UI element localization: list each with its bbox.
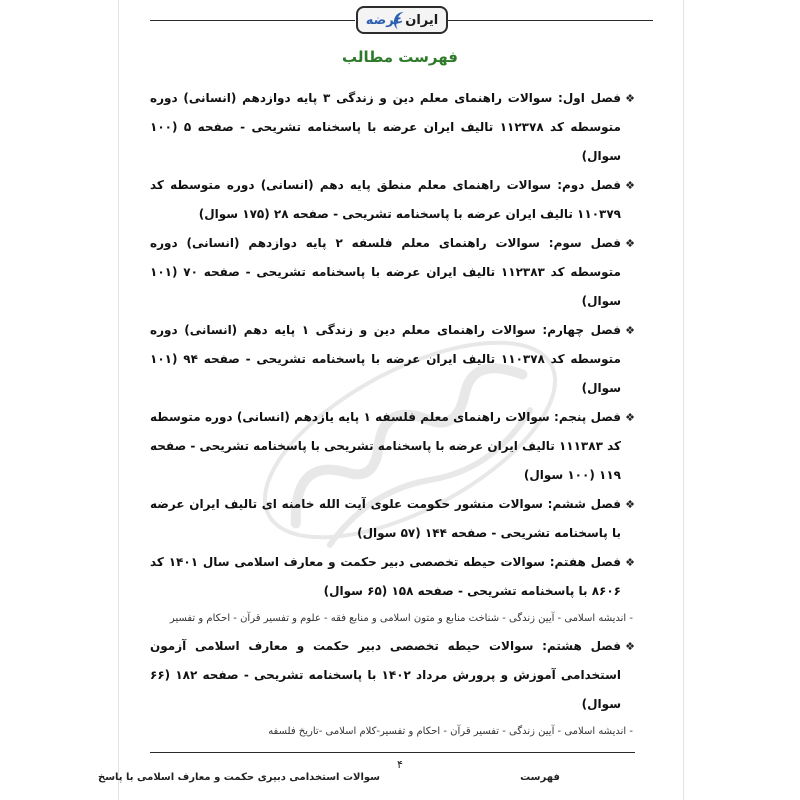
toc-item-text: فصل چهارم: سوالات راهنمای معلم دین و زندگی ۱ پایه دهم (انسانی) دوره متوسطه کد ۱۱۰۳۷۸ تالیف ایران عرضه با پاسخنامه تشریحی - صفحه ۹۴ (۱۰۱ سوال) bbox=[150, 323, 621, 395]
toc-item[interactable] bbox=[150, 229, 635, 316]
toc-list bbox=[150, 84, 635, 745]
toc-title: فهرست مطالب bbox=[342, 48, 458, 66]
toc-item-text: فصل سوم: سوالات راهنمای معلم فلسفه ۲ پایه دوازدهم (انسانی) دوره متوسطه کد ۱۱۲۳۸۳ تالیف ایران عرضه با پاسخنامه تشریحی - صفحه ۷۰ (۱۰۱ سوال) bbox=[150, 236, 622, 308]
page-number: ۴ bbox=[397, 758, 403, 771]
toc-item[interactable] bbox=[150, 84, 635, 171]
iran-arze-logo bbox=[356, 6, 448, 34]
page-margin bbox=[0, 0, 118, 800]
toc-subtopics: - اندیشه اسلامی - آیین زندگی - شناخت منابع و متون اسلامی و منابع فقه - علوم و تفسیر قرآن - احکام و تفسیر bbox=[169, 613, 633, 624]
toc-item[interactable] bbox=[150, 316, 635, 403]
diamond-bullet-icon: ❖ bbox=[625, 411, 635, 424]
header-rule-left bbox=[150, 20, 355, 21]
footer-section-label: فهرست bbox=[520, 772, 560, 783]
toc-item-text: فصل هفتم: سوالات حیطه تخصصی دبیر حکمت و معارف اسلامی سال ۱۴۰۱ کد ۸۶۰۶ با پاسخنامه تشریحی - صفحه ۱۵۸ (۶۵ سوال) bbox=[150, 555, 621, 598]
toc-item[interactable] bbox=[150, 490, 635, 548]
header-rule-right bbox=[448, 20, 653, 21]
diamond-bullet-icon: ❖ bbox=[625, 92, 635, 105]
toc-item-text: فصل ششم: سوالات منشور حکومت علوی آیت الله خامنه ای تالیف ایران عرضه با پاسخنامه تشریحی - صفحه ۱۴۴ (۵۷ سوال) bbox=[150, 497, 621, 540]
toc-item[interactable] bbox=[150, 403, 635, 490]
footer-rule bbox=[150, 752, 635, 753]
diamond-bullet-icon: ❖ bbox=[625, 237, 635, 250]
diamond-bullet-icon: ❖ bbox=[625, 324, 635, 337]
toc-item-text: فصل هشتم: سوالات حیطه تخصصی دبیر حکمت و معارف اسلامی آزمون استخدامی آموزش و پرورش مرداد ۱۴۰۲ با پاسخنامه تشریحی - صفحه ۱۸۲ (۶۶ سوال) bbox=[150, 639, 621, 711]
diamond-bullet-icon: ❖ bbox=[625, 640, 635, 653]
toc-subtopics: - اندیشه اسلامی - آیین زندگی - تفسیر قرآن - احکام و تفسیر-کلام اسلامی -تاریخ فلسفه bbox=[268, 726, 633, 737]
toc-item[interactable] bbox=[150, 171, 635, 229]
logo-accent-text: عرضه bbox=[365, 12, 404, 28]
toc-item[interactable] bbox=[150, 548, 635, 606]
footer-book-title: سوالات استخدامی دبیری حکمت و معارف اسلامی با پاسخ bbox=[97, 772, 380, 783]
diamond-bullet-icon: ❖ bbox=[625, 498, 635, 511]
toc-item-text: فصل پنجم: سوالات راهنمای معلم فلسفه ۱ پایه یازدهم (انسانی) دوره متوسطه کد ۱۱۱۳۸۳ تالیف ایران عرضه با پاسخنامه تشریحی با پاسخنامه تشریحی - صفحه ۱۱۹ (۱۰۰ سوال) bbox=[150, 410, 622, 482]
toc-item-text: فصل اول: سوالات راهنمای معلم دین و زندگی ۳ پایه دوازدهم (انسانی) دوره متوسطه کد ۱۱۲۳۷۸ تالیف ایران عرضه با پاسخنامه تشریحی - صفحه ۵ (۱۰۰ سوال) bbox=[150, 91, 621, 163]
logo-text: ایران bbox=[405, 12, 439, 28]
toc-item-text: فصل دوم: سوالات راهنمای معلم منطق پایه دهم (انسانی) دوره متوسطه کد ۱۱۰۳۷۹ تالیف ایران عرضه با پاسخنامه تشریحی - صفحه ۲۸ (۱۷۵ سوال) bbox=[150, 178, 621, 221]
diamond-bullet-icon: ❖ bbox=[625, 179, 635, 192]
diamond-bullet-icon: ❖ bbox=[625, 556, 635, 569]
toc-item[interactable] bbox=[150, 632, 635, 719]
